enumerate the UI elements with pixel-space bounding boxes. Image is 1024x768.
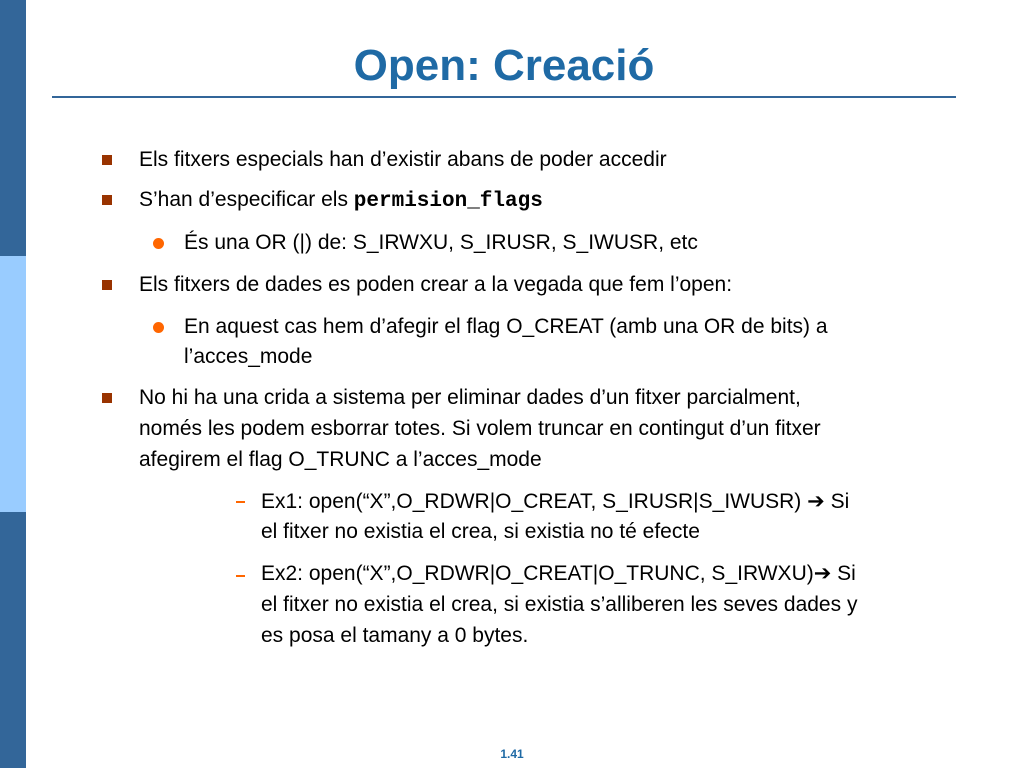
dot-bullet-icon xyxy=(153,322,164,333)
square-bullet-icon xyxy=(102,280,112,290)
permision-flags-code: permision_flags xyxy=(353,190,543,213)
bullet-2-prefix: S’han d’especificar els xyxy=(139,188,354,211)
dot-bullet-icon xyxy=(153,238,164,249)
square-bullet-icon xyxy=(102,195,112,205)
square-bullet-icon xyxy=(102,393,112,403)
square-bullet-icon xyxy=(102,155,112,165)
example-2-line-3: es posa el tamany a 0 bytes. xyxy=(261,624,529,647)
bullet-3-sub-1-line-2: l’acces_mode xyxy=(184,345,313,368)
example-2-line-2: el fitxer no existia el crea, si existia s’alliberen les seves dades y xyxy=(261,593,858,616)
bullet-3-text: Els fitxers de dades es poden crear a la vegada que fem l’open: xyxy=(139,273,733,296)
bullet-4-line-1: No hi ha una crida a sistema per eliminar dades d’un fitxer parcialment, xyxy=(139,386,801,409)
bullet-2-text xyxy=(139,184,543,218)
dash-bullet-icon xyxy=(236,501,245,503)
bullet-1-text: Els fitxers especials han d’existir abans de poder accedir xyxy=(139,148,667,171)
dash-bullet-icon xyxy=(236,575,245,577)
bullet-4-line-2: només les podem esborrar totes. Si volem truncar en contingut d’un fitxer xyxy=(139,417,821,440)
slide-title: Open: Creació xyxy=(353,41,655,90)
example-2-line-1: Ex2: open(“X”,O_RDWR|O_CREAT|O_TRUNC, S_IRWXU)➔ Si xyxy=(261,562,856,585)
page-number: 1.41 xyxy=(500,747,524,761)
bullet-3-sub-1-line-1: En aquest cas hem d’afegir el flag O_CREAT (amb una OR de bits) a xyxy=(184,315,828,338)
example-1-line-2: el fitxer no existia el crea, si existia no té efecte xyxy=(261,520,700,543)
example-1-line-1: Ex1: open(“X”,O_RDWR|O_CREAT, S_IRUSR|S_IWUSR) ➔ Si xyxy=(261,490,850,513)
bullet-2-sub-1-text: És una OR (|) de: S_IRWXU, S_IRUSR, S_IWUSR, etc xyxy=(184,231,698,254)
bullet-4-line-3: afegirem el flag O_TRUNC a l’acces_mode xyxy=(139,448,542,471)
